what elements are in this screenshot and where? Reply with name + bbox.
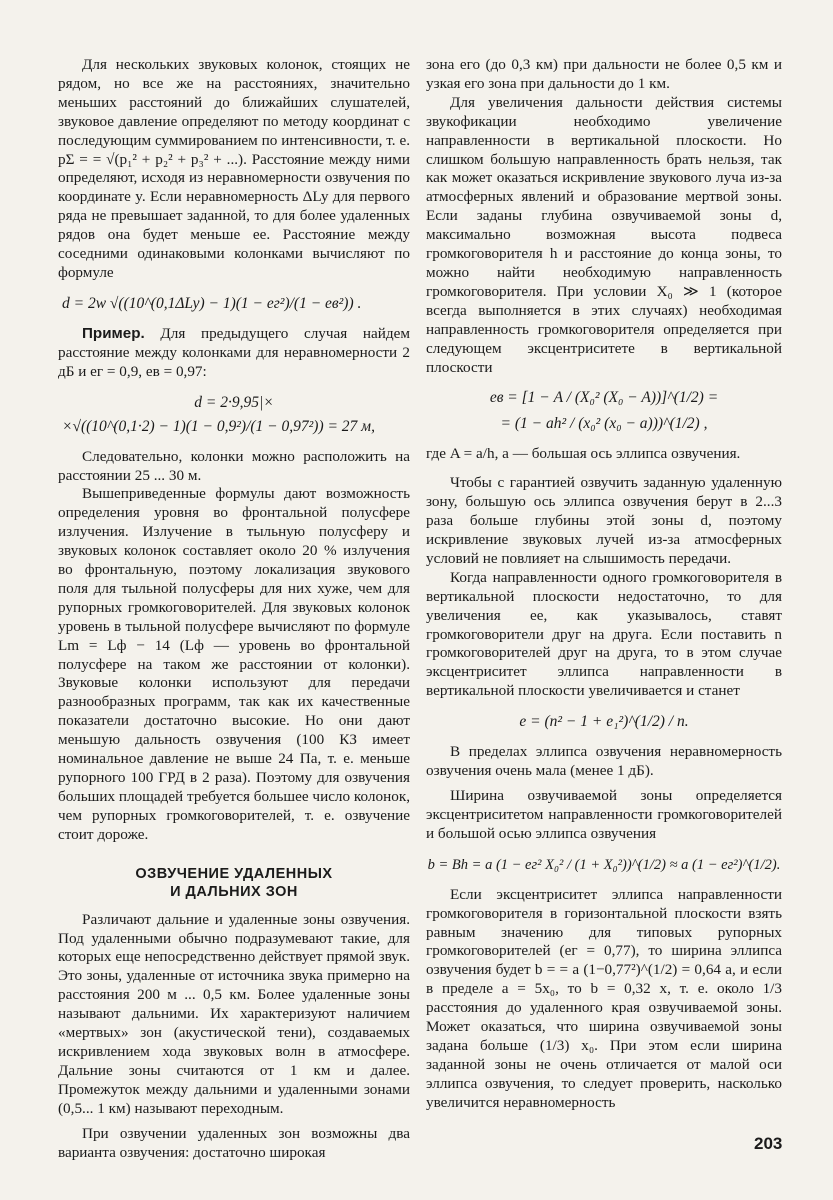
left-column xyxy=(58,56,410,1162)
formula-eccentricity-n: e = (n² − 1 + e₁²)^(1/2) / n. xyxy=(519,713,689,731)
paragraph: Следовательно, колонки можно расположить на расстоянии 25 ... 30 м. xyxy=(58,447,410,484)
formula-eccentricity-1: eв = [1 − A / (X₀² (X₀ − A))]^(1/2) = xyxy=(489,389,719,407)
formula-example-line1: d = 2·9,95|× xyxy=(194,393,274,411)
heading-line: ОЗВУЧЕНИЕ УДАЛЕННЫХ xyxy=(135,865,333,882)
paragraph: Различают дальние и удаленные зоны озвучения. Под удаленными обычно подразумевают такие, для которых еще непосредственно действует прямой звук. Это зоны, удаленные от источника звука примерно на расстояния 200 м ... 0,5 км. Более удаленные зоны называют дальними. Их характеризуют наличием «мертвых» зон (акустической тени), создаваемых искривлением хода звуковых волн в атмосфере. Дальние зоны считаются от 1 км и далее. Промежуток между дальними и удаленными зонами (0,5... 1 км) называют переходным. xyxy=(58,910,410,1117)
paragraph: Для нескольких звуковых колонок, стоящих не рядом, но все же на расстояниях, значительно меньших расстояний до ближайших слушателей, звуковое давление определяют по методу координат с последующим суммированием по интенсивности, т. е. pΣ = = √(p₁² + p₂² + p₃² + ...). Расстояние между ними определяют, исходя из неравномерности озвучения по координате y. Если неравномерность ΔLy для первого ряда не превышает заданной, то для более удаленных рядов она будет меньше ее. Расстояние между соседними одинаковыми колонками вычисляют по формуле xyxy=(58,56,410,281)
paragraph: Чтобы с гарантией озвучить заданную удаленную зону, большую ось эллипса озвучения берут в 2...3 раза больше глубины этой зоны d, поэтому искривление звуковых лучей из-за атмосферных условий не повлияет на слышимость передачи. xyxy=(426,474,782,567)
page-number: 203 xyxy=(754,1134,783,1153)
formula-eccentricity-2: = (1 − ah² / (x₀² (x₀ − a)))^(1/2) , xyxy=(500,415,708,433)
formula-zone-width: b = Bh = a (1 − eг² X₀² / (1 + X₀²))^(1/2) ≈ a (1 − eг²)^(1/2). xyxy=(427,856,781,873)
section-heading xyxy=(58,865,410,901)
paragraph: Вышеприведенные формулы дают возможность определения уровня во фронтальной полусфере излучения. Излучение в тыльную полусферу и звуковых колонок составляет около 20 % излучения во фронтальную, поэтому локализация звукового поля для тыльной полусферы для них хуже, чем для рупорных громкоговорителей. Для звуковых колонок уровень в тыльной полусфере вычисляют по формуле Lm = Lф − 14 (Lф — уровень во фронтальной полусфере на таком же расстоянии от колонки). Звуковые колонки используют для передачи разнообразных программ, так как их качественные показатели достаточно высокие. Но они дают меньшую дальность озвучения (100 КЗ имеет номинальное давление не выше 24 Па, т. е. меньше рупорного 100 ГРД в 2 раза). Поэтому для озвучения больших площадей требуется большее число колонок, чем рупорных громкоговорителей, т. е. озвучение стоит дороже. xyxy=(58,485,410,843)
example-text: Для предыдущего случая найдем расстояние между колонками для неравномерности 2 дБ и eг = 0,9, eв = 0,97: xyxy=(58,324,410,380)
paragraph: При озвучении удаленных зон возможны два варианта озвучения: достаточно широкая xyxy=(58,1124,410,1161)
heading-line: И ДАЛЬНИХ ЗОН xyxy=(170,883,298,900)
right-column xyxy=(426,56,782,1113)
paragraph: где A = a/h, a — большая ось эллипса озвучения. xyxy=(426,445,741,463)
paragraph: В пределах эллипса озвучения неравномерность озвучения очень мала (менее 1 дБ). xyxy=(426,743,782,780)
formula-example-line2: ×√((10^(0,1·2) − 1)(1 − 0,9²)/(1 − 0,97²)) = 27 м, xyxy=(62,417,375,435)
paragraph: зона его (до 0,3 км) при дальности не более 0,5 км и узкая его зона при дальности до 1 км. xyxy=(426,56,782,92)
paragraph: Если эксцентриситет эллипса направленности громкоговорителя в горизонтальной плоскости взять равным значению для типовых рупорных громкоговорителей (eг = 0,77), то ширина эллипса озвучения будет b = = a (1−0,77²)^(1/2) = 0,64 a, и если в пределе a = 5x₀, то b = 0,32 x, т. е. около 1/3 расстояния до удаленного края озвучиваемой зоны. Может оказаться, что ширина озвучиваемой зоны задана больше (1/3) x₀. При этом если ширина заданной зоны не очень отличается от малой оси эллипса озвучения, то следует проверить, насколько увеличится неравномерность xyxy=(426,885,782,1111)
example-label: Пример. xyxy=(82,324,145,342)
formula-distance: d = 2w √((10^(0,1ΔLy) − 1)(1 − eг²)/(1 − eв²)) . xyxy=(62,294,362,312)
paragraph: Для увеличения дальности действия системы звукофикации необходимо увеличение направленности в вертикальной плоскости. Но слишком большую направленность брать нельзя, так как может оказаться искривление звукового луча из-за атмосферных явлений и образование мертвой зоны. Если заданы глубина озвучиваемой зоны d, максимально возможная высота подвеса громкоговорителя h и расстояние до конца зоны, то можно найти необходимую направленность громкоговорителя. При условии X₀ ≫ 1 (которое всегда выполняется в этих случаях) необходимая направленность громкоговорителя определяется при следующем эксцентриситете в вертикальной плоскости xyxy=(426,93,782,376)
example-paragraph xyxy=(58,325,410,382)
paragraph: Ширина озвучиваемой зоны определяется эксцентриситетом направленности громкоговорителей и большой осью эллипса озвучения xyxy=(426,787,782,842)
paragraph: Когда направленности одного громкоговорителя в вертикальной плоскости недостаточно, то для увеличения ее, как указывалось, ставят громкоговорители друг на друга. Если поставить n громкоговорителей друг на друга, то в этом случае эксцентриситет эллипса направленности в вертикальной плоскости увеличивается и станет xyxy=(426,568,782,700)
